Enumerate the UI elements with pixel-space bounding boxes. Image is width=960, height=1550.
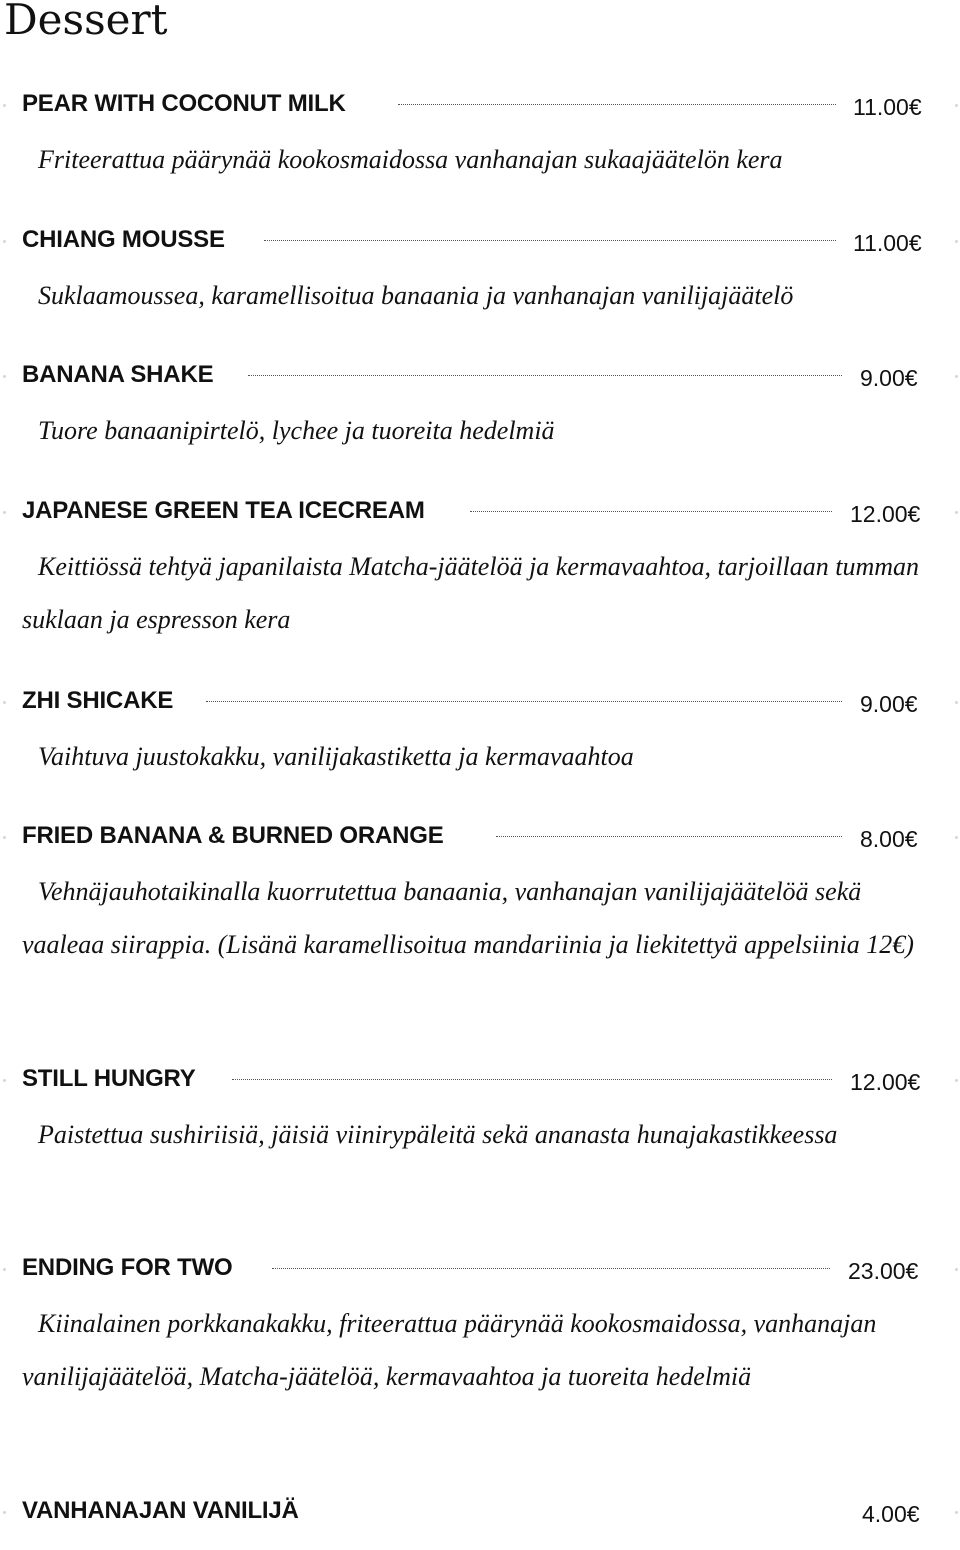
menu-item-header [0, 220, 960, 260]
menu-item-price: 11.00€ [853, 230, 922, 256]
dotted-leader [398, 104, 836, 105]
menu-item-description: Vehnäjauhotaikinalla kuorrutettua banaania, vanhanajan vanilijajäätelöä sekä vaaleaa siirappia. (Lisänä karamellisoitua mandariinia ja liekitettyä appelsiinia 12€) [22, 877, 914, 959]
menu-item-name: ENDING FOR TWO [22, 1254, 233, 1281]
menu-item-name: ZHI SHICAKE [22, 687, 174, 714]
dotted-leader [232, 1079, 832, 1080]
menu-item-description: Keittiössä tehtyä japanilaista Matcha-jäätelöä ja kermavaahtoa, tarjoillaan tumman suklaan ja espresson kera [22, 552, 920, 634]
menu-item-price: 9.00€ [860, 691, 918, 717]
bullet-dot [3, 1511, 6, 1514]
menu-item-description: Friteerattua päärynää kookosmaidossa vanhanajan sukaajäätelön kera [38, 145, 783, 174]
menu-item-still-hungry [0, 1059, 960, 1149]
menu-item-price: 12.00€ [850, 501, 921, 527]
menu-item-price: 11.00€ [853, 94, 922, 120]
menu-item-vanhanajan-vanilija [0, 1491, 960, 1531]
bullet-dot [955, 1511, 958, 1514]
bullet-dot [955, 511, 958, 514]
menu-item-price: 4.00€ [862, 1501, 920, 1527]
bullet-dot [3, 1079, 6, 1082]
bullet-dot [955, 240, 958, 243]
menu-item-name: FRIED BANANA & BURNED ORANGE [22, 822, 444, 849]
menu-item-header [0, 816, 960, 856]
menu-item-fried-banana-burned-orange [0, 816, 960, 959]
bullet-dot [3, 240, 6, 243]
menu-item-price: 12.00€ [850, 1069, 921, 1095]
bullet-dot [3, 375, 6, 378]
menu-item-ending-for-two [0, 1248, 960, 1391]
bullet-dot [3, 1268, 6, 1271]
menu-item-header [0, 84, 960, 124]
menu-item-header [0, 1059, 960, 1099]
menu-item-japanese-green-tea-icecream [0, 491, 960, 634]
menu-item-price: 9.00€ [860, 365, 918, 391]
bullet-dot [955, 1079, 958, 1082]
page-title: Dessert [4, 0, 168, 44]
menu-item-chiang-mousse [0, 220, 960, 310]
bullet-dot [955, 104, 958, 107]
menu-item-price: 23.00€ [848, 1258, 919, 1284]
menu-item-description: Paistettua sushiriisiä, jäisiä viinirypäleitä sekä ananasta hunajakastikkeessa [38, 1120, 838, 1149]
menu-item-header [0, 355, 960, 395]
dotted-leader [206, 701, 842, 702]
menu-item-name: BANANA SHAKE [22, 361, 214, 388]
bullet-dot [3, 511, 6, 514]
bullet-dot [3, 836, 6, 839]
menu-item-name: PEAR WITH COCONUT MILK [22, 90, 346, 117]
menu-item-banana-shake [0, 355, 960, 445]
dotted-leader [496, 836, 842, 837]
menu-item-header [0, 1248, 960, 1288]
dotted-leader [272, 1268, 830, 1269]
menu-item-name: STILL HUNGRY [22, 1065, 196, 1092]
menu-item-description: Vaihtuva juustokakku, vanilijakastiketta ja kermavaahtoa [38, 742, 634, 771]
dotted-leader [264, 240, 836, 241]
menu-item-price: 8.00€ [860, 826, 918, 852]
bullet-dot [3, 104, 6, 107]
menu-item-name: JAPANESE GREEN TEA ICECREAM [22, 497, 425, 524]
bullet-dot [955, 1268, 958, 1271]
bullet-dot [955, 375, 958, 378]
menu-item-zhi-shicake [0, 681, 960, 771]
menu-item-description: Suklaamoussea, karamellisoitua banaania ja vanhanajan vanilijajäätelö [38, 281, 794, 310]
bullet-dot [955, 836, 958, 839]
menu-item-header [0, 681, 960, 721]
menu-item-pear-with-coconut-milk [0, 84, 960, 174]
dotted-leader [470, 511, 832, 512]
menu-item-header [0, 1491, 960, 1531]
dotted-leader [248, 375, 842, 376]
menu-item-name: VANHANAJAN VANILIJÄ [22, 1497, 299, 1524]
menu-item-description: Tuore banaanipirtelö, lychee ja tuoreita hedelmiä [38, 416, 555, 445]
bullet-dot [3, 701, 6, 704]
menu-item-header [0, 491, 960, 531]
bullet-dot [955, 701, 958, 704]
menu-item-description: Kiinalainen porkkanakakku, friteerattua päärynää kookosmaidossa, vanhanajan vanilijajäätelöä, Matcha-jäätelöä, kermavaahtoa ja tuoreita hedelmiä [22, 1309, 877, 1391]
menu-item-name: CHIANG MOUSSE [22, 226, 225, 253]
